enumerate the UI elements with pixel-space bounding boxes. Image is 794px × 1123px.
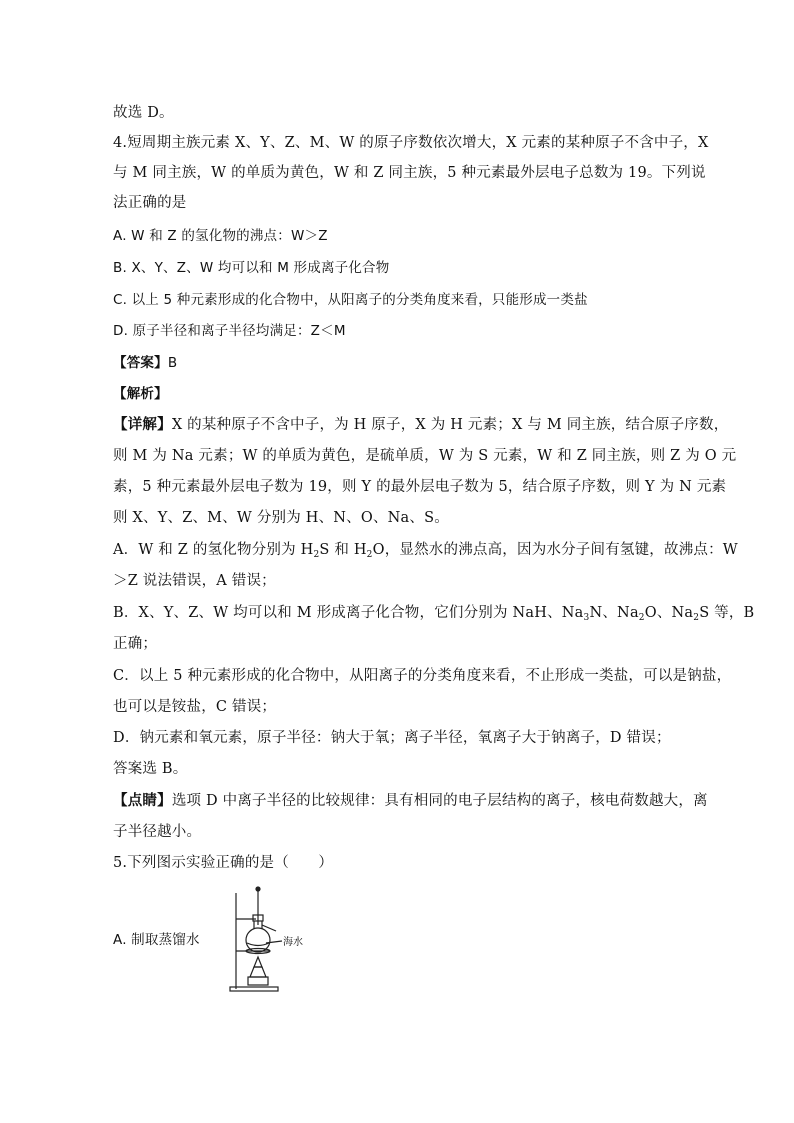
tip-tag: 【点睛】 — [113, 792, 172, 809]
analysis-tag: 【解析】 — [113, 386, 168, 402]
text-run: S 等，B — [699, 605, 755, 621]
option-a: A. 制取蒸馏水 — [113, 932, 200, 948]
answer-value: B — [167, 355, 178, 371]
subscript: 3 — [583, 613, 590, 623]
detail-text: X 的某种原子不含中子，为 H 原子，X 为 H 元素；X 与 M 同主族，结合原子序数， — [171, 417, 729, 433]
explanation-b — [113, 603, 755, 623]
text-run: O，显然水的沸点高，因为水分子间有氢键，故沸点：W — [372, 542, 738, 558]
text-run: B．X、Y、Z、W 均可以和 M 形成离子化合物，它们分别为 NaH、Na — [113, 605, 584, 621]
explanation-a — [113, 540, 738, 560]
explanation-line: 则 M 为 Na 元素；W 的单质为黄色，是硫单质，W 为 S 元素，W 和 Z 同主族，则 Z 为 O 元 — [113, 448, 737, 464]
question-5-stem: 5.下列图示实验正确的是（ ） — [113, 855, 334, 871]
answer-tag: 【答案】 — [113, 355, 168, 371]
question-4-stem: 与 M 同主族，W 的单质为黄色，W 和 Z 同主族，5 种元素最外层电子总数为 19。下列说 — [113, 165, 706, 181]
explanation-a: ＞Z 说法错误，A 错误； — [113, 573, 276, 589]
distillation-apparatus-figure — [226, 885, 326, 995]
subscript: 2 — [313, 550, 320, 560]
text-run: A．W 和 Z 的氢化物分别为 H — [113, 542, 314, 558]
explanation-line: 则 X、Y、Z、M、W 分别为 H、N、O、Na、S。 — [113, 510, 449, 526]
explanation-d: D．钠元素和氧元素，原子半径：钠大于氧；离子半径，氧离子大于钠离子，D 错误； — [113, 730, 671, 746]
text-run: S 和 H — [319, 542, 367, 558]
option-d: D. 原子半径和离子半径均满足：Z＜M — [113, 323, 346, 339]
subscript: 2 — [366, 550, 373, 560]
question-4-stem: 4.短周期主族元素 X、Y、Z、M、W 的原子序数依次增大，X 元素的某种原子不含中子，X — [113, 135, 709, 151]
text-run: O、Na — [644, 605, 694, 621]
option-c: C. 以上 5 种元素形成的化合物中，从阳离子的分类角度来看，只能形成一类盐 — [113, 292, 588, 308]
explanation-line — [113, 415, 729, 435]
tip-text: 选项 D 中离子半径的比较规律：具有相同的电子层结构的离子，核电荷数越大，离 — [171, 793, 708, 809]
option-b: B. X、Y、Z、W 均可以和 M 形成离子化合物 — [113, 260, 390, 276]
tip-line: 子半径越小。 — [113, 824, 202, 840]
final-answer: 答案选 B。 — [113, 761, 188, 777]
tip-line — [113, 791, 708, 811]
explanation-c: C．以上 5 种元素形成的化合物中，从阳离子的分类角度来看，不止形成一类盐，可以是钠盐， — [113, 668, 732, 684]
text-run: N、Na — [589, 605, 639, 621]
subscript: 2 — [638, 613, 645, 623]
subscript: 2 — [693, 613, 700, 623]
option-a: A. W 和 Z 的氢化物的沸点：W＞Z — [113, 228, 328, 244]
explanation-line: 素，5 种元素最外层电子数为 19，则 Y 的最外层电子数为 5，结合原子序数，则 Y 为 N 元素 — [113, 479, 727, 495]
explanation-b: 正确； — [113, 636, 158, 652]
detail-tag: 【详解】 — [113, 416, 172, 433]
text-line: 故选 D。 — [113, 105, 174, 121]
explanation-c: 也可以是铵盐，C 错误； — [113, 699, 277, 715]
question-4-stem: 法正确的是 — [113, 195, 187, 211]
seawater-label: 海水 — [283, 937, 303, 948]
answer-line — [113, 353, 683, 373]
